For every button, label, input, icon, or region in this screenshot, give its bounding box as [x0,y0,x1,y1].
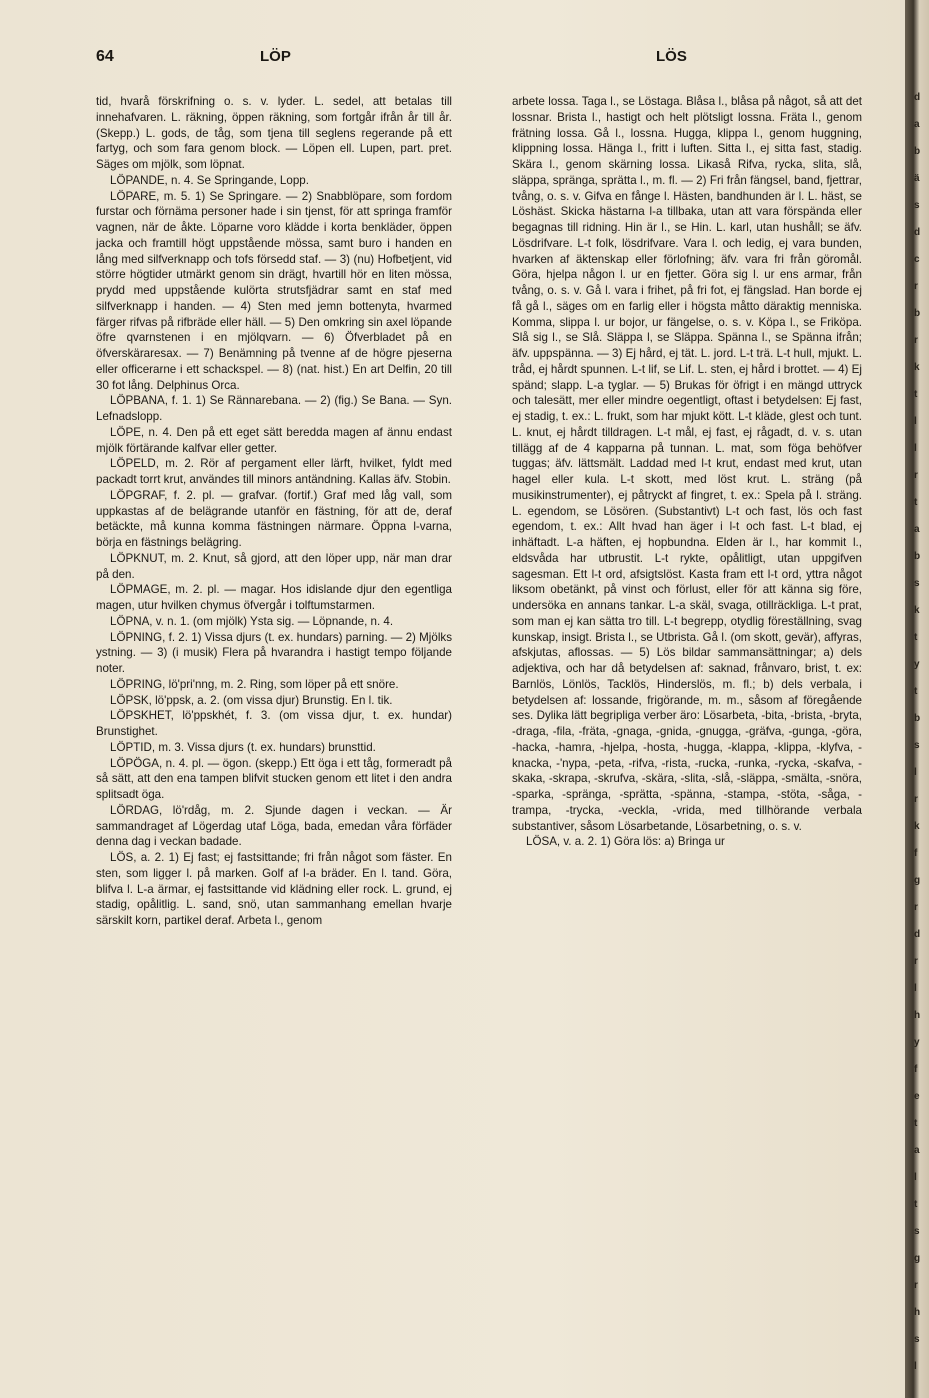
gutter-fragment: r [914,956,918,967]
gutter-fragment: k [914,605,920,616]
dictionary-entry: LÖPMAGE, m. 2. pl. — magar. Hos idislande djur den egentliga magen, utur hvilken chymus öfvergår i tolftumstarmen. [96,583,452,612]
dictionary-entry: LÖPÖGA, n. 4. pl. — ögon. (skepp.) Ett öga i ett tåg, formeradt på så sätt, att den ena tampen blifvit stucken genom ett litet i den andra splitsadt öga. [96,756,452,801]
gutter-fragment: f [914,848,918,859]
dictionary-entry: LÖSA, v. a. 2. 1) Göra lös: a) Bringa ur [526,835,725,849]
right-column [512,94,862,850]
gutter-fragment: l [914,443,917,454]
gutter-fragment: y [914,659,920,670]
dictionary-entry: tid, hvarå förskrifning o. s. v. lyder. L. sedel, att betalas till innehafvaren. L. räkning, öppen räkning, som fortgår ifrån år till år. (Skepp.) L. gods, de tåg, som tjena till seglens regerande på ett fartyg, och som fara genom block. — Löpen ell. Lupen, part. pret. Säges om mjölk, som löpnat. [96,95,452,171]
gutter-fragment: t [914,389,918,400]
gutter-fragment: l [914,1361,917,1372]
guide-word-left: LÖP [260,48,291,65]
gutter-fragment: a [914,119,920,130]
gutter-fragment: r [914,1280,918,1291]
gutter-fragment: h [914,1307,921,1318]
gutter-fragment: r [914,902,918,913]
dictionary-entry: LÖPKNUT, m. 2. Knut, så gjord, att den löper upp, när man drar på den. [96,551,452,581]
dictionary-entry: LÖPANDE, n. 4. Se Springande, Lopp. [110,173,309,187]
gutter-fragment: t [914,1118,918,1129]
gutter-fragment: s [914,1334,920,1345]
gutter-fragment: l [914,1172,917,1183]
gutter-fragment: d [914,227,921,238]
gutter-fragment: t [914,1199,918,1210]
gutter-fragment: e [914,1091,920,1102]
dictionary-entry: LÖPNING, f. 2. 1) Vissa djurs (t. ex. hundars) parning. — 2) Mjölks ystning. — 3) (i musik) Flera på hvarandra i hastigt tempo följande noter. [96,630,452,675]
gutter-fragment: g [914,875,921,886]
page-number: 64 [96,48,114,65]
dictionary-entry: LÖPE, n. 4. Den på ett eget sätt beredda magen af ännu endast mjölk förtärande kalfvar eller getter. [96,425,452,455]
gutter-fragment: y [914,1037,920,1048]
gutter-fragment: a [914,524,920,535]
dictionary-entry: LÖPSKHET, lö'ppskhét, f. 3. (om vissa djur, t. ex. hundar) Brunstighet. [96,709,452,738]
dictionary-entry: LÖPELD, m. 2. Rör af pergament eller lärft, hvilket, fyldt med packadt torrt krut, användes till minors antändning. Kallas äfv. Stobin. [96,457,452,486]
gutter-fragment: b [914,551,921,562]
gutter-fragment: r [914,335,918,346]
gutter-fragment: l [914,416,917,427]
gutter-fragment: g [914,1253,921,1264]
gutter-fragment: t [914,686,918,697]
gutter-fragment: l [914,767,917,778]
dictionary-entry: LÖPGRAF, f. 2. pl. — grafvar. (fortif.) Graf med låg vall, som uppkastas af de belägrande utanför en fästning, för att de, deraf betäckte, må kunna komma fästningen närmare. Öppna l-varna, börja en fästnings belägring. [96,488,452,549]
guide-word-right: LÖS [656,48,687,65]
gutter-fragment: s [914,200,920,211]
gutter-fragment: f [914,1064,918,1075]
gutter-fragment: t [914,632,918,643]
gutter-fragment: k [914,821,920,832]
dictionary-entry: arbete lossa. Taga l., se Löstaga. Blåsa l., blåsa på något, så att det lossnar. Brista l., hastigt och helt plötsligt lossna. Fräta l., genom frätning lossa. Gå l., lossna. Hugga, klippa l., genom huggning, klippning lossa. Hänga l., fritt i luften. Sitta l., ej sitta fast, stadig. Skära l., genom skärning lossa. Likaså Rifva, rycka, slita, slå, släppa, spränga, sprätta l., m. fl. — 2) Fri från fängsel, band, fjettrar, tvång, o. s. v. Gifva en fånge l. Hästen, bandhunden är l. L. häst, se Löshäst. Skicka hästarna l-a tillbaka, utan att vara förspända eller begagnas till ridning. Hin är l., se Hin. L. karl, utan hushåll; se äfv. Lösdrifvare. L-t folk, lösdrifvare. Vara l. och ledig, ej vara bunden, hvarken af äktenskap eller förlofning; äfv. vara fri från göromål. Göra, hjelpa någon l. ur en fjetter. Göra sig l. ur ens armar, från tvång, o. s. v. Gå l. vara i frihet, på fri fot, ej fängslad. Han borde ej få gå l., säges om en farlig eller i högsta måtto däraktig menniska. Komma, slippa l. ur bojor, ur fängelse, o. s. v. Köpa l., se Friköpa. Slå sig l., se Slå. Släppa l, se Släppa. Spänna l., se Spänna ifrån; äfv. uppspänna. — 3) Ej hård, ej tät. L. jord. L-t trä. L-t hull, mjukt. L. tråd, ej hårdt spunnen. L-t lif, se Lif. L. sten, ej hård i brottet. — 4) Ej spänd; slapp. L-a tyglar. — 5) Brukas för öfrigt i en mängd uttryck och talesätt, mer eller mindre oegentligt, oftast i betydelsen: Ej fast, ej stadig, t. ex.: L. frukt, som har mjukt kött. L-t kläde, glest och tunt. L. knut, ej hårdt tilldragen. L-t mål, ej fast, ej rågadt, d. v. s. utan tillägg af de 4 kapparna på tunnan. L. mat, som föga behöfver tuggas; äfv. lättsmält. Laddad med l-t krut, endast med krut, utan hagel eller kula. L-t skott, med löst krut. L. sträng (på musikinstrumenter), ej påtryckt af fingret, t. ex.: Spela på l. sträng. L. egendom, se Lösören. (Substantivt) L-t och fast, lös och fast egendom, t. ex.: Allt hvad han äger i l-t och fast. L-t blad, ej inhäftadt. L-a häften, ej hopbundna. Elden är l., har kommit l., eldsvåda har utbrustit. L-t rykte, opålitligt, utan uppgifven sagesman. Ett l-t ord, afsigtslöst. Kasta fram ett l-t ord, yttra något liksom obetänkt, på vinst och förlust, eller för att känna sig före, undersöka en annans tankar. L-a skäl, svaga, otillräckliga. L-t prat, som man ej kan sätta tro till. L-t begrepp, otydlig föreställning, svag kunskap, insigt. Brista l., se Utbrista. Gå l. (om skott, gevär), affyras, afskjutas, aflossas. — 5) Lös bildar sammansättningar; a) dels adjektiva, och har då betydelsen af: saknad, frånvaro, brist, t. ex: Barnlös, Lönlös, Tacklös, Hinderslös, m. fl.; b) dels verbala, i betydelsen af: lossande, frigörande, m. m., såsom af föregående ses. Dylika lätt begripliga verber äro: Lösarbeta, -bita, -brista, -bryta, -draga, -fila, -fräta, -gnaga, -gnida, -gnugga, -gräfva, -gunga, -göra, -hacka, -hamra, -hjelpa, -hosta, -hugga, -klappa, -klippa, -klyfva, -knacka, -'nypa, -peta, -rifva, -rista, -rucka, -runka, -rycka, -skafva, -skaka, -skrapa, -skrufva, -skära, -slita, -slå, -släppa, -smälta, -snöra, -sparka, -spränga, -sprätta, -spänna, -stampa, -stöta, -såga, -trampa, -trycka, -veckla, -vrida, med tillhörande verbala substantiver, såsom Lösarbetande, Lösarbetning, o. s. v. [512,95,862,833]
gutter-fragment: s [914,578,920,589]
gutter-fragment: r [914,794,918,805]
gutter-fragment: ä [914,173,920,184]
gutter-fragment: b [914,713,921,724]
page-header [96,48,886,78]
dictionary-entry: LÖPNA, v. n. 1. (om mjölk) Ysta sig. — Löpnande, n. 4. [110,614,394,628]
dictionary-entry: LÖPARE, m. 5. 1) Se Springare. — 2) Snabblöpare, som fordom furstar och förnäma personer hade i sin tjenst, för att springa framför vagnen, när de åkte. Löparne voro klädde i korta benkläder, öppen jacka och framtill högt uppstående mössa, samt buro i handen en lång med silfverknapp och tofs försedd staf. — 3) (nu) Hofbetjent, vid större högtider utmärkt genom sin drägt, hvartill hör en liten mössa, prydd med uppstående kulörta strutsfjädrar samt en staf med silfverknapp i handen. — 4) Sten med jemn bottenyta, hvarmed färger rifvas på rifbräde eller häll. — 5) Den omkring sin axel löpande öfre qvarnstenen i en mjölqvarn. — 6) Öfverbladet på en öfverskäraresax. — 7) Benämning på tvenne af de högre pjeserna eller officerarne i ett schackspel. — 8) (nat. hist.) En art Delfin, 20 till 30 fot lång. Delphinus Orca. [96,189,452,392]
gutter-fragment: s [914,1226,920,1237]
dictionary-entry: LÖS, a. 2. 1) Ej fast; ej fastsittande; fri från något som fäster. En sten, som ligger l. på marken. Golf af l-a bräder. En l. tand. Göra, blifva l. L-a ärmar, ej fastsittande vid klädning eller rock. L. grund, ej stadig, opålitlig. L. sand, snö, utan sammanhang emellan hvarje särskilt korn, partikel deraf. Arbeta l., genom [96,851,452,927]
gutter-fragment: d [914,92,921,103]
gutter-fragment: l [914,983,917,994]
gutter-fragment: s [914,740,920,751]
dictionary-entry: LÖPTID, m. 3. Vissa djurs (t. ex. hundars) brunsttid. [110,740,376,754]
gutter-fragment: b [914,308,921,319]
dictionary-entry: LÖPRING, lö'pri'nng, m. 2. Ring, som löper på ett snöre. [110,677,399,691]
left-column [96,94,452,929]
dictionary-entry: LÖPBANA, f. 1. 1) Se Rännarebana. — 2) (fig.) Se Bana. — Syn. Lefnadslopp. [96,394,452,423]
gutter-fragment: b [914,146,921,157]
gutter-fragment: a [914,1145,920,1156]
gutter-fragment: k [914,362,920,373]
gutter-fragment: r [914,281,918,292]
dictionary-entry: LÖPSK, lö'ppsk, a. 2. (om vissa djur) Brunstig. En l. tik. [110,693,393,707]
gutter-fragment: t [914,497,918,508]
dictionary-entry: LÖRDAG, lö'rdåg, m. 2. Sjunde dagen i veckan. — Är sammandraget af Lögerdag utaf Löga, bada, emedan våra förfäder denna dag i veckan badade. [96,803,452,849]
gutter-fragment: c [914,254,920,265]
gutter-fragment: h [914,1010,921,1021]
gutter-fragment: d [914,929,921,940]
gutter-fragment: r [914,470,918,481]
